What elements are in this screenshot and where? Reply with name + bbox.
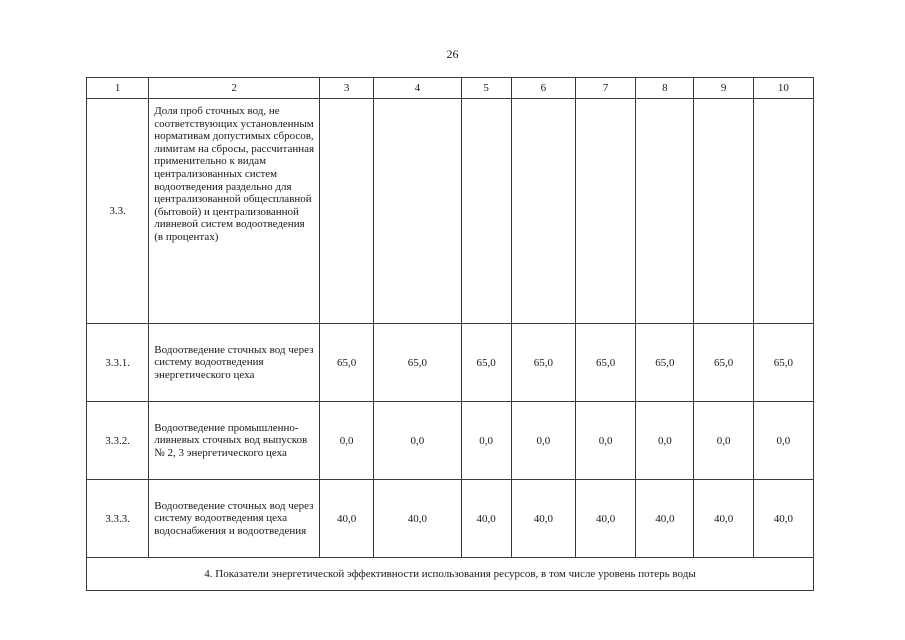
value-cell: 40,0 [374,480,461,558]
value-cell: 0,0 [694,402,753,480]
value-cell [694,99,753,324]
value-cell: 0,0 [461,402,511,480]
value-cell: 40,0 [636,480,694,558]
value-cell: 65,0 [461,324,511,402]
value-cell: 40,0 [575,480,635,558]
value-cell [636,99,694,324]
column-header: 3 [319,78,373,99]
value-cell: 40,0 [319,480,373,558]
column-header: 8 [636,78,694,99]
value-cell: 65,0 [319,324,373,402]
value-cell: 65,0 [511,324,575,402]
row-number: 3.3.2. [87,402,149,480]
column-header: 4 [374,78,461,99]
section-row [87,558,814,591]
value-cell: 65,0 [694,324,753,402]
value-cell: 65,0 [753,324,813,402]
value-cell [511,99,575,324]
value-cell: 40,0 [461,480,511,558]
column-header: 7 [575,78,635,99]
value-cell: 65,0 [636,324,694,402]
column-number-row [87,78,814,99]
value-cell: 65,0 [575,324,635,402]
section-heading: 4. Показатели энергетической эффективности использования ресурсов, в том числе уровень потерь воды [87,558,814,591]
value-cell: 0,0 [636,402,694,480]
table-row [87,480,814,558]
column-header: 5 [461,78,511,99]
value-cell: 40,0 [753,480,813,558]
page-number: 26 [446,47,459,61]
column-header: 1 [87,78,149,99]
column-header: 9 [694,78,753,99]
table-row [87,402,814,480]
table-row [87,99,814,324]
value-cell [753,99,813,324]
row-description: Водоотведение промышленно-ливневых сточных вод выпусков № 2, 3 энергетического цеха [149,402,320,480]
column-header: 10 [753,78,813,99]
row-number: 3.3.3. [87,480,149,558]
value-cell [374,99,461,324]
row-description: Водоотведение сточных вод через систему водоотведения энергетического цеха [149,324,320,402]
indicators-table [86,77,814,591]
column-header: 6 [511,78,575,99]
table-row [87,324,814,402]
row-description: Доля проб сточных вод, не соответствующих установленным нормативам допустимых сбросов, лимитам на сбросы, рассчитанная применительно к видам централизованных систем водоотведения раздельно для централизованной общесплавной (бытовой) и централизованной ливневой систем водоотведения (в процентах) [149,99,320,324]
row-description: Водоотведение сточных вод через систему водоотведения цеха водоснабжения и водоотведения [149,480,320,558]
value-cell: 40,0 [511,480,575,558]
row-number: 3.3.1. [87,324,149,402]
value-cell [575,99,635,324]
column-header: 2 [149,78,320,99]
value-cell: 0,0 [374,402,461,480]
value-cell [319,99,373,324]
row-number: 3.3. [87,99,149,324]
value-cell: 0,0 [319,402,373,480]
value-cell: 65,0 [374,324,461,402]
value-cell: 0,0 [753,402,813,480]
value-cell [461,99,511,324]
value-cell: 0,0 [575,402,635,480]
value-cell: 0,0 [511,402,575,480]
value-cell: 40,0 [694,480,753,558]
